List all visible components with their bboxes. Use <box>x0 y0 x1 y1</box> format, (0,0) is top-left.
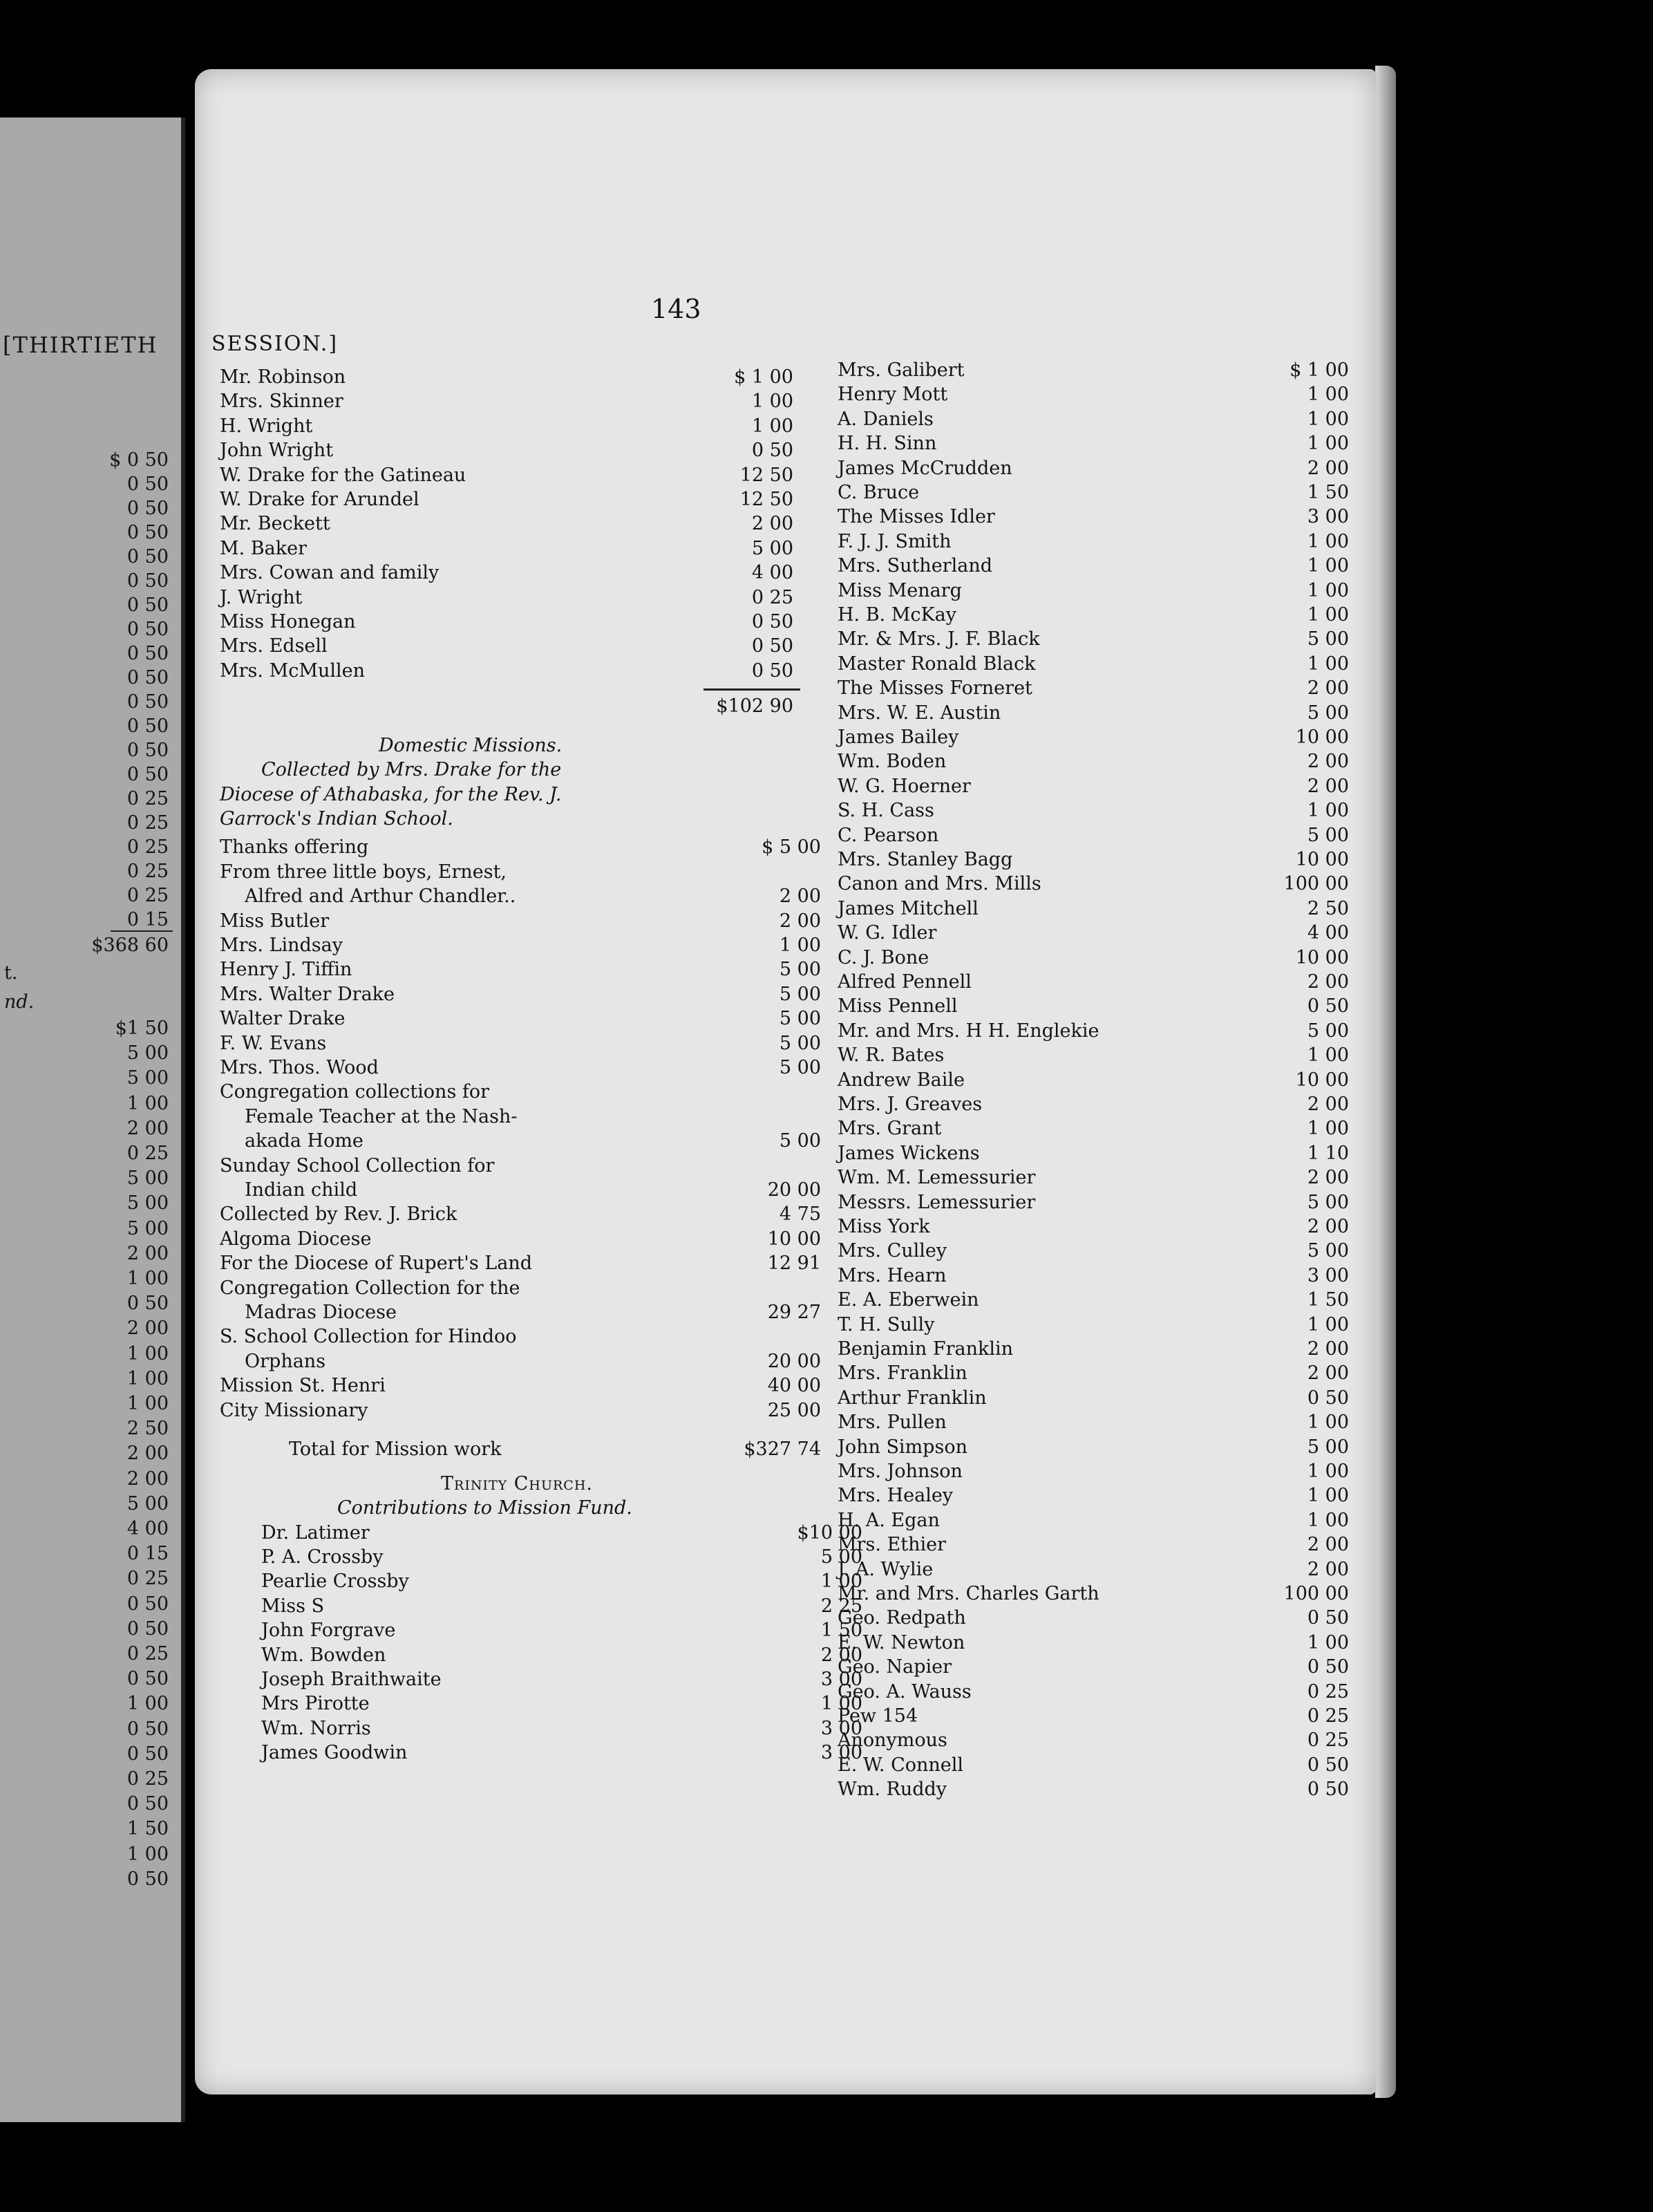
entry-name: S. School Collection for Hindoo <box>220 1326 517 1348</box>
entry-amount: 0 50 <box>1307 995 1349 1018</box>
entry-amount: 3 00 <box>820 1717 862 1739</box>
entry-name: Congregation Collection for the <box>220 1277 520 1299</box>
entry-name: M. Baker <box>220 537 307 559</box>
entry-name: Andrew Baile <box>838 1069 965 1091</box>
entry-name: Indian child <box>245 1179 358 1201</box>
entry-name: H. B. McKay <box>838 604 957 626</box>
left-margin-amount: 0 50 <box>126 715 169 737</box>
entry-amount: 100 00 <box>1283 1583 1349 1604</box>
entry-name: C. J. Bone <box>838 946 929 968</box>
entry-name: H. H. Sinn <box>838 433 937 455</box>
entry-amount: 1 00 <box>1307 555 1349 577</box>
left-margin-amount: 0 50 <box>126 1868 169 1890</box>
entry-name: Mr. and Mrs. Charles Garth <box>838 1583 1099 1604</box>
entry-amount: 5 00 <box>1307 1191 1349 1213</box>
entry-name: Orphans <box>245 1350 326 1372</box>
entry-amount: 5 00 <box>779 1130 821 1152</box>
entry-amount: 5 00 <box>1307 628 1349 650</box>
running-head-left: [THIRTIETH <box>3 332 158 358</box>
entry-name: Henry Mott <box>838 384 948 406</box>
entry-name: F. J. J. Smith <box>838 530 952 552</box>
entry-amount: 3 00 <box>1307 506 1349 528</box>
entry-name: Mrs. Skinner <box>220 391 343 413</box>
entry-amount: 1 00 <box>820 1571 862 1593</box>
left-margin-amount: 1 00 <box>126 1693 169 1715</box>
entry-amount: 20 00 <box>767 1179 821 1201</box>
entry-name: Miss Pennell <box>838 995 958 1018</box>
entry-name: James Goodwin <box>261 1742 408 1764</box>
entry-name: Miss Butler <box>220 910 330 932</box>
entry-amount: 1 00 <box>820 1693 862 1715</box>
entry-amount: 2 00 <box>1307 1558 1349 1580</box>
left-margin-amount: 1 50 <box>126 1818 169 1840</box>
entry-amount: 1 00 <box>1307 1044 1349 1067</box>
entry-amount: 0 50 <box>1307 1607 1349 1629</box>
mission-total: $327 74 <box>744 1438 821 1461</box>
entry-amount: 25 00 <box>767 1399 821 1421</box>
entry-name: Mission St. Henri <box>220 1375 386 1397</box>
left-margin-amount: 0 25 <box>126 788 169 809</box>
entry-amount: 0 50 <box>751 635 793 657</box>
left-margin-amount: 1 00 <box>126 1092 169 1114</box>
entry-name: James Wickens <box>838 1142 980 1164</box>
entry-amount: 2 00 <box>1307 775 1349 797</box>
entry-name: Miss Honegan <box>220 611 356 632</box>
left-margin-fragment: nd. <box>4 991 35 1013</box>
entry-amount: 3 00 <box>820 1669 862 1691</box>
entry-amount: 2 00 <box>1307 1216 1349 1237</box>
entry-amount: 4 75 <box>779 1203 821 1226</box>
section-heading: Trinity Church. <box>441 1472 593 1494</box>
entry-name: Mrs. Johnson <box>838 1461 963 1482</box>
entry-amount: 4 00 <box>751 562 793 584</box>
entry-amount: 5 00 <box>1307 824 1349 846</box>
entry-name: T. H. Sully <box>838 1313 935 1335</box>
entry-name: Alfred Pennell <box>838 971 972 993</box>
entry-name: C. Bruce <box>838 482 920 503</box>
entry-name: Miss S <box>261 1595 325 1617</box>
entry-name: Mrs. McMullen <box>220 659 366 682</box>
left-margin-amount: 1 00 <box>126 1393 169 1414</box>
entry-amount: 12 91 <box>767 1253 821 1275</box>
left-margin-amount: 0 50 <box>126 1718 169 1740</box>
entry-name: Messrs. Lemessurier <box>838 1191 1036 1213</box>
entry-name: S. H. Cass <box>838 800 934 822</box>
entry-amount: 1 00 <box>1307 1485 1349 1507</box>
entry-amount: 2 00 <box>779 910 821 932</box>
left-margin-amount: 5 00 <box>126 1168 169 1190</box>
left-margin-amount: 2 00 <box>126 1468 169 1490</box>
entry-amount: 10 00 <box>1295 1069 1349 1091</box>
left-margin-amount: 0 25 <box>126 836 169 858</box>
entry-amount: 5 00 <box>1307 1240 1349 1262</box>
entry-amount: 5 00 <box>779 959 821 981</box>
entry-amount: 10 00 <box>1295 727 1349 748</box>
entry-amount: 1 50 <box>820 1620 862 1642</box>
entry-name: E. W. Newton <box>838 1631 965 1653</box>
left-margin-amount: 1 00 <box>126 1843 169 1865</box>
section-subheading: Garrock's Indian School. <box>220 808 453 830</box>
left-margin-amount: 5 00 <box>126 1492 169 1515</box>
entry-name: Wm. Norris <box>261 1717 371 1739</box>
entry-name: Mrs. Grant <box>838 1118 942 1140</box>
main-page <box>195 69 1377 2094</box>
entry-name: Congregation collections for <box>220 1081 490 1103</box>
left-margin-amount: 0 50 <box>126 1618 169 1640</box>
entry-name: Mrs. Lindsay <box>220 935 343 957</box>
entry-name: Benjamin Franklin <box>838 1338 1014 1360</box>
left-margin-amount: 0 50 <box>126 643 169 664</box>
entry-name: From three little boys, Ernest, <box>220 861 507 883</box>
entry-amount: 5 00 <box>751 537 793 559</box>
entry-name: Mrs. Edsell <box>220 635 328 657</box>
entry-amount: $ 1 00 <box>1290 359 1349 381</box>
left-margin-amount: 0 15 <box>126 1543 169 1565</box>
entry-amount: 1 10 <box>1307 1142 1349 1164</box>
entry-name: Collected by Rev. J. Brick <box>220 1203 457 1226</box>
entry-name: Mrs. W. E. Austin <box>838 702 1001 724</box>
left-margin-amount: 0 25 <box>126 861 169 882</box>
entry-name: Mrs. Galibert <box>838 359 965 381</box>
entry-name: Wm. Ruddy <box>838 1779 947 1801</box>
entry-name: John Wright <box>220 440 334 462</box>
entry-amount: 12 50 <box>739 464 793 486</box>
entry-name: Arthur Franklin <box>838 1387 987 1409</box>
entry-name: James Bailey <box>838 727 959 748</box>
entry-name: W. G. Hoerner <box>838 775 971 797</box>
entry-name: John Simpson <box>838 1436 967 1458</box>
total-rule <box>703 688 800 691</box>
entry-name: Dr. Latimer <box>261 1521 370 1544</box>
entry-name: Mrs. Ethier <box>838 1534 947 1556</box>
left-margin-total: $368 60 <box>91 935 169 956</box>
entry-name: Joseph Braithwaite <box>261 1669 442 1691</box>
entry-name: F. W. Evans <box>220 1032 327 1054</box>
entry-name: Anonymous <box>838 1730 947 1752</box>
page-number: 143 <box>651 294 701 324</box>
total-label: Total for Mission work <box>289 1438 502 1461</box>
entry-amount: 3 00 <box>820 1742 862 1764</box>
entry-name: City Missionary <box>220 1399 368 1421</box>
left-margin-amount: 0 25 <box>126 1768 169 1790</box>
left-margin-amount: 0 50 <box>126 764 169 785</box>
entry-name: H. Wright <box>220 415 313 437</box>
entry-amount: 2 00 <box>779 885 821 908</box>
entry-amount: 5 00 <box>779 1008 821 1030</box>
entry-name: Mrs. Stanley Bagg <box>838 849 1013 870</box>
left-margin-amount: 0 50 <box>126 546 169 568</box>
entry-amount: 1 00 <box>751 415 793 437</box>
entry-name: The Misses Idler <box>838 506 995 528</box>
left-margin-amount: 5 00 <box>126 1217 169 1239</box>
left-margin-amount: 0 25 <box>126 1568 169 1590</box>
entry-name: Mrs. Franklin <box>838 1362 967 1385</box>
entry-amount: 1 00 <box>779 935 821 957</box>
entry-name: Mrs. Thos. Wood <box>220 1057 379 1079</box>
entry-amount: 10 00 <box>1295 946 1349 968</box>
left-margin-amount: 4 00 <box>126 1518 169 1539</box>
entry-amount: 5 00 <box>1307 1436 1349 1458</box>
entry-amount: 1 00 <box>1307 1461 1349 1482</box>
entry-name: Female Teacher at the Nash- <box>245 1105 518 1127</box>
left-margin-rule <box>111 930 173 932</box>
entry-name: Sunday School Collection for <box>220 1154 495 1177</box>
left-margin-amount: 0 50 <box>126 619 169 640</box>
entry-name: A. Daniels <box>838 408 934 430</box>
entry-amount: 0 25 <box>1307 1705 1349 1727</box>
entry-name: John Forgrave <box>261 1620 396 1642</box>
left-margin-amount: 2 00 <box>126 1117 169 1139</box>
entry-amount: 29 27 <box>767 1302 821 1324</box>
previous-page <box>0 118 185 2122</box>
entry-name: E. W. Connell <box>838 1754 964 1776</box>
entry-amount: 1 00 <box>1307 530 1349 552</box>
entry-name: J. A. Wylie <box>838 1558 934 1580</box>
entry-amount: 2 00 <box>1307 1534 1349 1556</box>
section-heading: Domestic Missions. <box>379 734 563 756</box>
entry-name: Wm. M. Lemessurier <box>838 1167 1036 1189</box>
entry-amount: 1 00 <box>1307 384 1349 406</box>
left-margin-amount: 2 00 <box>126 1318 169 1340</box>
entry-name: Henry J. Tiffin <box>220 959 352 981</box>
entry-name: Mrs Pirotte <box>261 1693 370 1715</box>
entry-amount: 0 25 <box>1307 1730 1349 1752</box>
entry-name: Mrs. Hearn <box>838 1264 947 1286</box>
entry-name: James Mitchell <box>838 897 979 919</box>
left-margin-amount: 1 00 <box>126 1342 169 1365</box>
entry-name: Walter Drake <box>220 1008 346 1030</box>
entry-amount: 2 00 <box>1307 1362 1349 1385</box>
entry-name: Mr. Robinson <box>220 366 346 388</box>
entry-amount: 100 00 <box>1283 873 1349 895</box>
entry-name: Mrs. Healey <box>838 1485 954 1507</box>
entry-amount: 4 00 <box>1307 922 1349 944</box>
entry-amount: 0 50 <box>751 440 793 462</box>
entry-name: Madras Diocese <box>245 1302 397 1324</box>
entry-name: Thanks offering <box>220 836 369 859</box>
entry-name: W. G. Idler <box>838 922 937 944</box>
entry-amount: 2 00 <box>1307 971 1349 993</box>
entry-name: Algoma Diocese <box>220 1228 372 1250</box>
entry-name: Master Ronald Black <box>838 653 1036 675</box>
section-subheading: Diocese of Athabaska, for the Rev. J. <box>220 783 562 805</box>
entry-name: J. Wright <box>220 586 303 608</box>
left-margin-amount: 1 00 <box>126 1367 169 1389</box>
entry-name: Mr. & Mrs. J. F. Black <box>838 628 1040 650</box>
entry-name: For the Diocese of Rupert's Land <box>220 1253 532 1275</box>
entry-amount: $ 5 00 <box>762 836 821 859</box>
entry-name: Geo. Redpath <box>838 1607 966 1629</box>
left-margin-amount: 0 50 <box>126 522 169 543</box>
entry-name: Mr. and Mrs. H H. Englekie <box>838 1020 1099 1042</box>
entry-amount: 0 25 <box>751 586 793 608</box>
entry-name: H. A. Egan <box>838 1509 940 1531</box>
entry-amount: 1 50 <box>1307 1289 1349 1311</box>
left-margin-amount: 0 15 <box>126 909 169 930</box>
entry-amount: 2 00 <box>751 513 793 535</box>
left-margin-amount: $1 50 <box>115 1018 169 1039</box>
left-margin-amount: 0 50 <box>126 740 169 761</box>
entry-name: C. Pearson <box>838 824 939 846</box>
left-margin-amount: 0 50 <box>126 1593 169 1615</box>
left-margin-amount: $ 0 50 <box>109 449 169 471</box>
running-head-right: SESSION.] <box>211 332 339 356</box>
left-margin-amount: 0 50 <box>126 1668 169 1690</box>
left-margin-amount: 0 25 <box>126 1143 169 1164</box>
entry-amount: 0 25 <box>1307 1680 1349 1703</box>
left-margin-amount: 5 00 <box>126 1067 169 1089</box>
entry-amount: 1 00 <box>1307 408 1349 430</box>
entry-name: Mrs. Pullen <box>838 1412 947 1434</box>
entry-amount: 1 50 <box>1307 482 1349 503</box>
entry-amount: 0 50 <box>1307 1387 1349 1409</box>
entry-name: Mrs. Cowan and family <box>220 562 440 584</box>
entry-amount: $ 1 00 <box>734 366 793 388</box>
entry-amount: 2 00 <box>1307 1094 1349 1115</box>
entry-name: W. Drake for the Gatineau <box>220 464 466 486</box>
section-total: $102 90 <box>716 695 793 718</box>
entry-name: P. A. Crossby <box>261 1546 384 1568</box>
entry-name: Pearlie Crossby <box>261 1571 409 1593</box>
left-margin-amount: 2 00 <box>126 1443 169 1465</box>
entry-amount: 1 00 <box>1307 1118 1349 1140</box>
left-margin-amount: 5 00 <box>126 1042 169 1065</box>
entry-name: James McCrudden <box>838 457 1012 479</box>
section-subheading: Collected by Mrs. Drake for the <box>261 759 562 781</box>
entry-amount: 10 00 <box>1295 849 1349 870</box>
entry-amount: 1 00 <box>1307 1509 1349 1531</box>
entry-amount: 0 50 <box>1307 1779 1349 1801</box>
entry-amount: 40 00 <box>767 1375 821 1397</box>
entry-amount: 5 00 <box>1307 702 1349 724</box>
entry-name: W. R. Bates <box>838 1044 945 1067</box>
section-subheading: Contributions to Mission Fund. <box>337 1497 632 1519</box>
page-edge <box>1375 66 1396 2098</box>
entry-amount: 2 00 <box>1307 1338 1349 1360</box>
left-margin-amount: 0 50 <box>126 691 169 713</box>
entry-name: Wm. Boden <box>838 751 947 773</box>
entry-amount: 5 00 <box>779 1032 821 1054</box>
entry-name: E. A. Eberwein <box>838 1289 979 1311</box>
entry-amount: 2 00 <box>1307 751 1349 773</box>
entry-name: Mrs. Sutherland <box>838 555 992 577</box>
entry-name: Mrs. J. Greaves <box>838 1094 983 1115</box>
entry-amount: 1 00 <box>1307 1412 1349 1434</box>
entry-name: Mrs. Walter Drake <box>220 983 395 1005</box>
entry-amount: 0 50 <box>751 611 793 632</box>
entry-amount: 0 50 <box>1307 1656 1349 1678</box>
left-margin-amount: 0 25 <box>126 812 169 834</box>
entry-amount: 1 00 <box>1307 800 1349 822</box>
entry-amount: 2 50 <box>1307 897 1349 919</box>
entry-name: Alfred and Arthur Chandler.. <box>245 885 516 908</box>
entry-amount: 0 50 <box>1307 1754 1349 1776</box>
entry-name: Geo. Napier <box>838 1656 952 1678</box>
entry-amount: 1 00 <box>1307 579 1349 601</box>
left-margin-amount: 1 00 <box>126 1268 169 1289</box>
entry-name: akada Home <box>245 1130 363 1152</box>
entry-amount: 2 00 <box>1307 457 1349 479</box>
left-margin-amount: 0 50 <box>126 570 169 592</box>
left-margin-amount: 2 50 <box>126 1418 169 1440</box>
left-margin-amount: 0 50 <box>126 474 169 495</box>
entry-amount: 2 00 <box>1307 1167 1349 1189</box>
left-margin-amount: 5 00 <box>126 1192 169 1215</box>
left-margin-amount: 2 00 <box>126 1242 169 1264</box>
left-margin-amount: 0 50 <box>126 498 169 519</box>
left-margin-amount: 0 25 <box>126 885 169 906</box>
entry-name: The Misses Forneret <box>838 677 1032 700</box>
entry-amount: 10 00 <box>767 1228 821 1250</box>
left-margin-amount: 0 50 <box>126 1793 169 1815</box>
entry-name: Geo. A. Wauss <box>838 1680 972 1703</box>
entry-name: Miss York <box>838 1216 930 1237</box>
entry-amount: 1 00 <box>751 391 793 413</box>
entry-name: W. Drake for Arundel <box>220 489 419 510</box>
entry-amount: 3 00 <box>1307 1264 1349 1286</box>
left-margin-amount: 0 50 <box>126 594 169 616</box>
entry-amount: 1 00 <box>1307 433 1349 455</box>
entry-amount: 2 25 <box>820 1595 862 1617</box>
entry-amount: 2 00 <box>1307 677 1349 700</box>
entry-amount: 12 50 <box>739 489 793 510</box>
entry-name: Mr. Beckett <box>220 513 330 535</box>
entry-name: Canon and Mrs. Mills <box>838 873 1041 895</box>
entry-amount: 5 00 <box>779 983 821 1005</box>
left-margin-fragment: t. <box>4 962 18 984</box>
entry-amount: 2 00 <box>820 1644 862 1666</box>
left-margin-amount: 0 25 <box>126 1643 169 1665</box>
left-margin-amount: 0 50 <box>126 1293 169 1315</box>
entry-amount: 1 00 <box>1307 1313 1349 1335</box>
entry-amount: 1 00 <box>1307 653 1349 675</box>
entry-amount: 5 00 <box>820 1546 862 1568</box>
entry-amount: 1 00 <box>1307 604 1349 626</box>
left-margin-amount: 0 50 <box>126 1743 169 1765</box>
entry-name: Pew 154 <box>838 1705 918 1727</box>
left-margin-amount: 0 50 <box>126 667 169 688</box>
entry-amount: $10 00 <box>797 1521 862 1544</box>
entry-amount: 20 00 <box>767 1350 821 1372</box>
entry-amount: 1 00 <box>1307 1631 1349 1653</box>
entry-name: Wm. Bowden <box>261 1644 386 1666</box>
entry-amount: 5 00 <box>779 1057 821 1079</box>
entry-amount: 0 50 <box>751 659 793 682</box>
entry-name: Miss Menarg <box>838 579 962 601</box>
entry-amount: 5 00 <box>1307 1020 1349 1042</box>
entry-name: Mrs. Culley <box>838 1240 947 1262</box>
